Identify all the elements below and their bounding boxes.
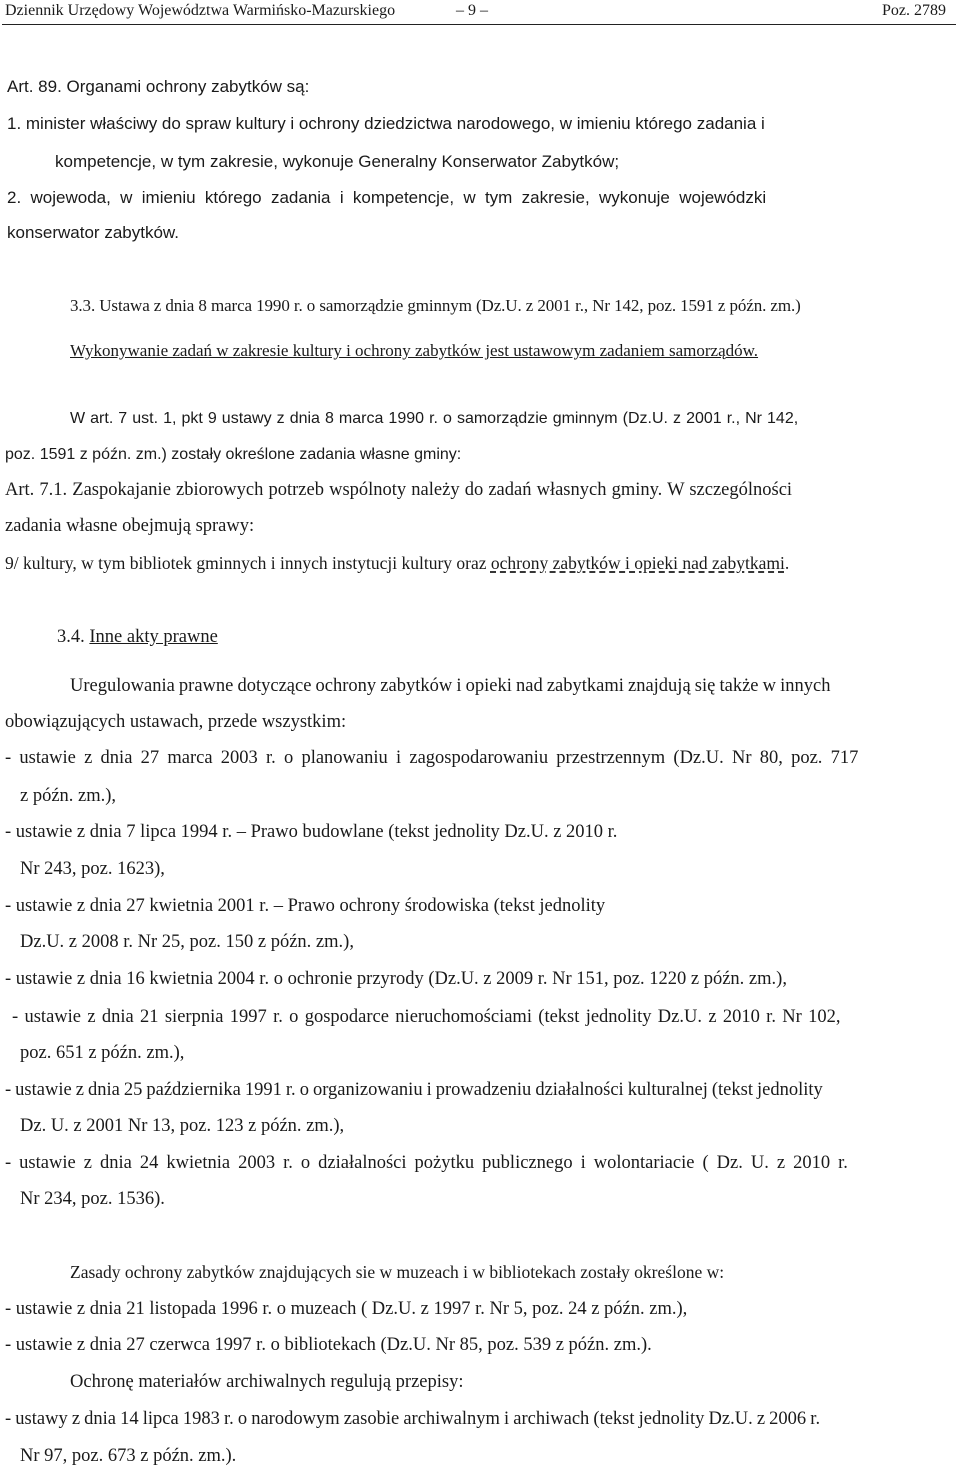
act-5-line1: - ustawie z dnia 21 sierpnia 1997 r. o gospodarce nieruchomościami (tekst jednolity Dz.U. z 2010 r. Nr 102, <box>12 1007 841 1027</box>
museums-act-2: - ustawie z dnia 27 czerwca 1997 r. o bibliotekach (Dz.U. Nr 85, poz. 539 z późn. zm.). <box>5 1335 652 1355</box>
act-2-line2: Nr 243, poz. 1623), <box>20 859 165 879</box>
act-1-line2: z późn. zm.), <box>20 786 117 806</box>
archives-intro: Ochronę materiałów archiwalnych regulują przepisy: <box>70 1372 464 1392</box>
art89-item2-line1: 2. wojewoda, w imieniu którego zadania i kompetencje, w tym zakresie, wykonuje wojewódzki <box>7 188 767 207</box>
section-3-4-number: 3.4. <box>57 627 90 647</box>
act-3-line2: Dz.U. z 2008 r. Nr 25, poz. 150 z późn. zm.), <box>20 932 354 952</box>
museums-act-1: - ustawie z dnia 21 listopada 1996 r. o muzeach ( Dz.U. z 1997 r. Nr 5, poz. 24 z późn. zm.), <box>5 1299 688 1319</box>
item9-line <box>5 555 789 573</box>
art89-title: Art. 89. Organami ochrony zabytków są: <box>7 77 310 96</box>
museums-intro: Zasady ochrony zabytków znajdujących sie w muzeach i w bibliotekach zostały określone w: <box>70 1262 725 1282</box>
item9-prefix: 9/ kultury, w tym bibliotek gminnych i innych instytucji kultury oraz <box>5 553 491 573</box>
section-3-3-para1-line1: W art. 7 ust. 1, pkt 9 ustawy z dnia 8 marca 1990 r. o samorządzie gminnym (Dz.U. z 2001 r., Nr 142, <box>70 410 799 427</box>
act-1-line1: - ustawie z dnia 27 marca 2003 r. o planowaniu i zagospodarowaniu przestrzennym (Dz.U. Nr 80, poz. 717 <box>5 748 859 768</box>
header-rule <box>2 24 956 25</box>
act-7-line1: - ustawie z dnia 24 kwietnia 2003 r. o działalności pożytku publicznego i wolontariacie ( Dz. U. z 2010 r. <box>5 1153 848 1173</box>
archives-act-line1: - ustawy z dnia 14 lipca 1983 r. o narodowym zasobie archiwalnym i archiwach (tekst jednolity Dz.U. z 2006 r. <box>5 1409 821 1429</box>
art89-item1-line2: kompetencje, w tym zakresie, wykonuje Generalny Konserwator Zabytków; <box>55 152 620 171</box>
act-6-line2: Dz. U. z 2001 Nr 13, poz. 123 z późn. zm.), <box>20 1116 345 1136</box>
section-3-3-intro: Wykonywanie zadań w zakresie kultury i ochrony zabytków jest ustawowym zadaniem samorządów. <box>70 341 759 360</box>
section-3-3-para1-line2: poz. 1591 z późn. zm.) zostały określone zadania własne gminy: <box>5 446 462 463</box>
act-6-line1: - ustawie z dnia 25 października 1991 r. o organizowaniu i prowadzeniu działalności kulturalnej (tekst jednolity <box>5 1080 823 1100</box>
journal-title: Dziennik Urzędowy Województwa Warmińsko-Mazurskiego <box>5 2 396 19</box>
section-3-3-heading: 3.3. Ustawa z dnia 8 marca 1990 r. o samorządzie gminnym (Dz.U. z 2001 r., Nr 142, poz. 1591 z późn. zm.) <box>70 296 801 315</box>
section-3-4-heading <box>57 628 218 647</box>
section-3-4-intro-line2: obowiązujących ustawach, przede wszystkim: <box>5 712 347 732</box>
section-3-4-intro-line1: Uregulowania prawne dotyczące ochrony zabytków i opieki nad zabytkami znajdują się także w innych <box>70 676 831 696</box>
act-3-line1: - ustawie z dnia 27 kwietnia 2001 r. – Prawo ochrony środowiska (tekst jednolity <box>5 896 606 916</box>
page-number: – 9 – <box>456 2 488 19</box>
art71-line2: zadania własne obejmują sprawy: <box>5 516 255 536</box>
act-2-line1: - ustawie z dnia 7 lipca 1994 r. – Prawo budowlane (tekst jednolity Dz.U. z 2010 r. <box>5 822 618 842</box>
archives-act-line2: Nr 97, poz. 673 z późn. zm.). <box>20 1446 237 1466</box>
section-3-4-title: Inne akty prawne <box>89 627 218 647</box>
art71-line1: Art. 7.1. Zaspokajanie zbiorowych potrzeb wspólnoty należy do zadań własnych gminy. W szczególności <box>5 480 793 500</box>
item9-suffix: . <box>784 553 790 573</box>
art89-item2-line2: konserwator zabytków. <box>7 223 179 242</box>
art89-item1-line1 <box>7 115 957 132</box>
act-7-line2: Nr 234, poz. 1536). <box>20 1189 165 1209</box>
art89-item1-text: 1. minister właściwy do spraw kultury i ochrony dziedzictwa narodowego, w imieniu którego zadania i <box>7 114 765 133</box>
position-number: Poz. 2789 <box>882 2 946 19</box>
act-4-line1: - ustawie z dnia 16 kwietnia 2004 r. o ochronie przyrody (Dz.U. z 2009 r. Nr 151, poz. 1220 z późn. zm.), <box>5 969 787 989</box>
act-5-line2: poz. 651 z późn. zm.), <box>20 1043 185 1063</box>
item9-underlined: ochrony zabytków i opieki nad zabytkami <box>490 553 785 573</box>
